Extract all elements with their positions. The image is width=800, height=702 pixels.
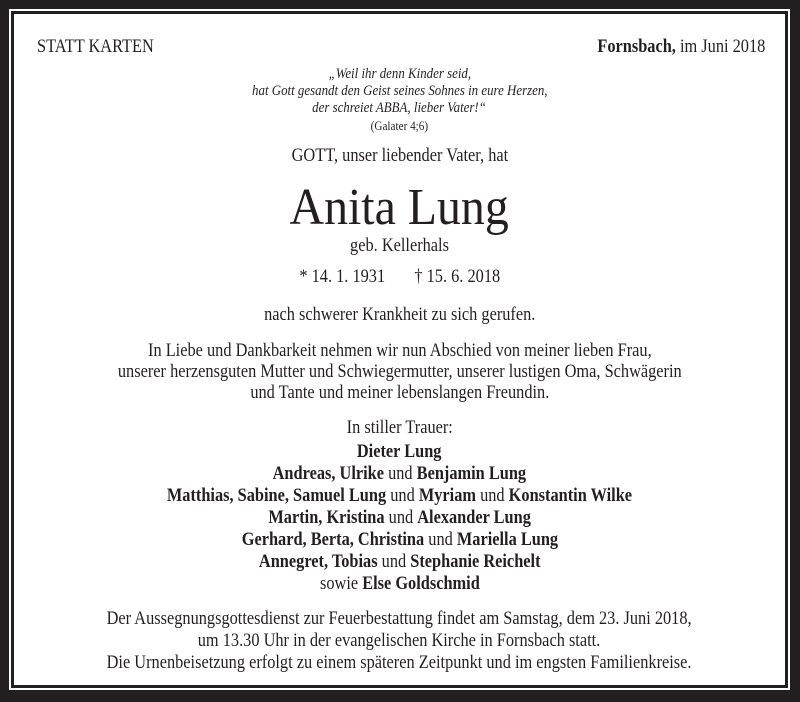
intro-text: GOTT, unser liebender Vater, hat	[291, 145, 508, 166]
mourner-line	[14, 573, 785, 595]
connector-text: und	[423, 529, 457, 550]
place-name: Fornsbach,	[597, 36, 676, 57]
service-line-3: Die Urnenbeisetzung erfolgt zu einem späteren Zeitpunkt und im engsten Familienkreise.	[107, 652, 692, 673]
connector-text: und	[476, 485, 509, 506]
service-line-2: um 13.30 Uhr in der evangelischen Kirche in Fornsbach statt.	[198, 630, 601, 651]
farewell-line-1: In Liebe und Dankbarkeit nehmen wir nun Abschied von meiner lieben Frau,	[147, 340, 652, 361]
mourner-line	[14, 485, 785, 507]
birth-date: * 14. 1. 1931	[299, 266, 385, 287]
mourner-name: Mariella Lung	[456, 529, 558, 550]
mourner-line	[14, 507, 785, 529]
death-date: † 15. 6. 2018	[414, 266, 500, 287]
quote-line-3: der schreiet ABBA, lieber Vater!“	[312, 100, 487, 116]
life-dates	[14, 266, 785, 288]
connector-text: und	[384, 463, 417, 484]
mourner-name: Else Goldschmid	[361, 573, 480, 594]
mourner-name: Annegret, Tobias	[258, 551, 378, 572]
quote-line-2: hat Gott gesandt den Geist seines Sohnes in eure Herzen,	[251, 83, 548, 99]
header-left	[37, 36, 173, 58]
farewell-line-3: und Tante und meiner lebenslangen Freundin.	[250, 382, 549, 403]
quote-line-1: „Weil ihr denn Kinder seid,	[328, 66, 471, 82]
mourner-name: Dieter Lung	[357, 441, 442, 462]
farewell-line-2: unserer herzensguten Mutter und Schwiegermutter, unserer lustigen Oma, Schwägerin	[117, 361, 682, 382]
mourner-name: Martin, Kristina	[268, 507, 385, 528]
mourner-line	[14, 463, 785, 485]
obituary-card	[11, 11, 788, 688]
mourner-name: Myriam	[418, 485, 477, 506]
quote-reference: (Galater 4;6)	[370, 118, 429, 133]
connector-text: und	[384, 507, 418, 528]
obituary-frame	[9, 9, 790, 690]
mourner-name: Gerhard, Berta, Christina	[241, 529, 424, 550]
header-right	[570, 36, 765, 58]
connector-text: und	[377, 551, 411, 572]
mourner-line	[14, 441, 785, 463]
deceased-name: Anita Lung	[289, 179, 510, 236]
connector-text: und	[386, 485, 419, 506]
statt-karten-label: STATT KARTEN	[37, 36, 154, 57]
mourner-name: Matthias, Sabine, Samuel Lung	[166, 485, 387, 506]
mourner-name: Andreas, Ulrike	[272, 463, 385, 484]
mourning-label: In stiller Trauer:	[346, 417, 453, 438]
service-line-1: Der Aussegnungsgottesdienst zur Feuerbestattung findet am Samstag, dem 23. Juni 2018,	[107, 608, 692, 629]
mourner-name: Benjamin Lung	[416, 463, 527, 484]
mourner-line	[14, 529, 785, 551]
mourner-name: Stephanie Reichelt	[410, 551, 541, 572]
date-text: im Juni 2018	[679, 36, 765, 57]
mourner-line	[14, 551, 785, 573]
maiden-name: geb. Kellerhals	[350, 235, 449, 256]
connector-text: sowie	[319, 573, 362, 594]
mourner-name: Alexander Lung	[417, 507, 531, 528]
called-home-text: nach schwerer Krankheit zu sich gerufen.	[263, 304, 536, 325]
mourner-name: Konstantin Wilke	[508, 485, 633, 506]
